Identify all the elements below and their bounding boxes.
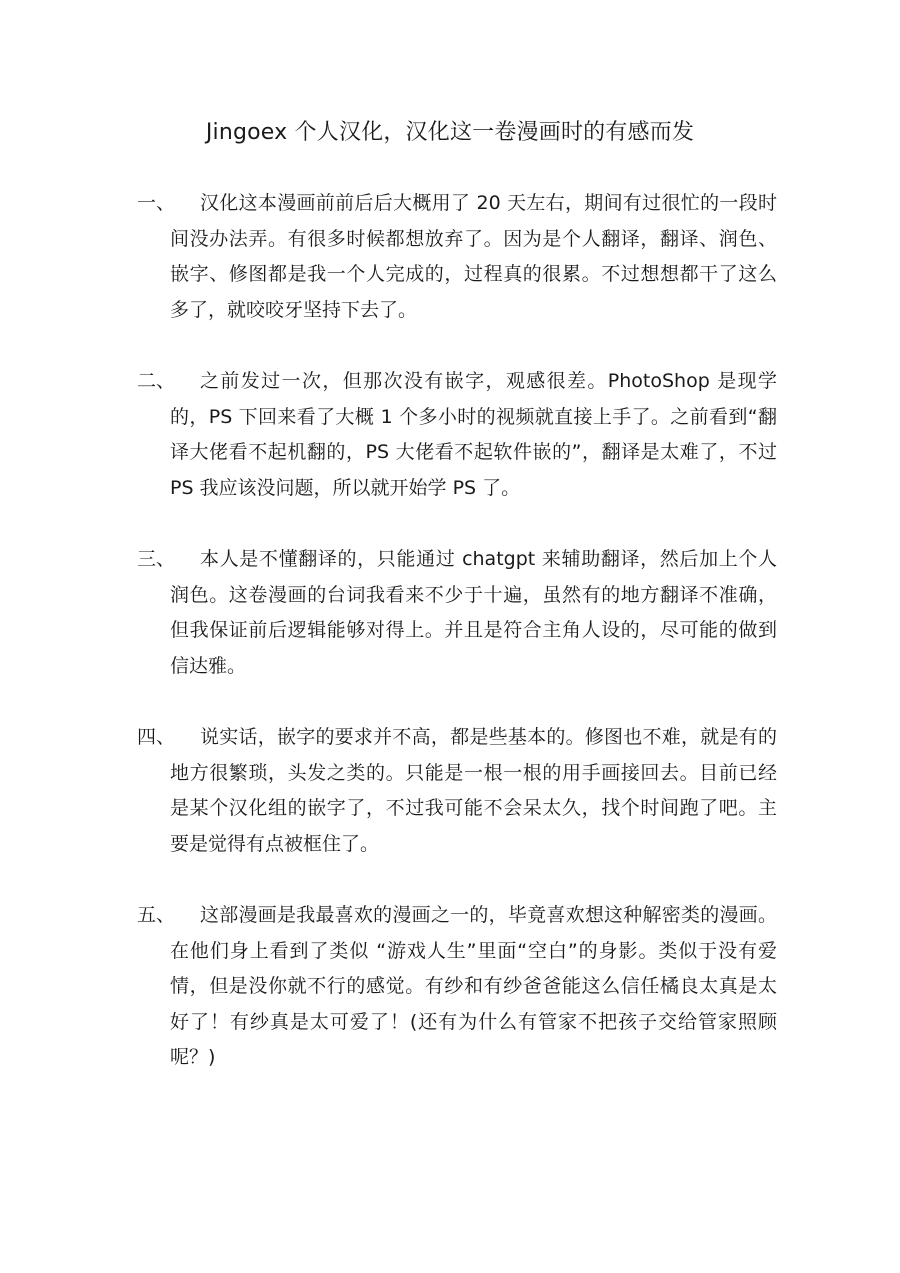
section-number: 二、 [137,370,176,392]
section-2 [137,364,777,506]
section-number: 五、 [137,904,176,926]
section-text: 说实话，嵌字的要求并不高，都是些基本的。修图也不难，就是有的地方很繁琐，头发之类的。只能是一根一根的用手画接回去。目前已经是某个汉化组的嵌字了，不过我可能不会呆太久，找个时间跑了吧。主要是觉得有点被框住了。 [170,726,777,855]
document-title: Jingoex 个人汉化，汉化这一卷漫画时的有感而发 [205,120,695,145]
section-3 [137,542,777,684]
section-number: 一、 [137,192,176,214]
section-4 [137,720,777,862]
section-5 [137,898,777,1076]
section-number: 三、 [137,548,176,570]
section-number: 四、 [137,726,176,748]
section-text: 本人是不懂翻译的，只能通过 chatgpt 来辅助翻译，然后加上个人润色。这卷漫画的台词我看来不少于十遍，虽然有的地方翻译不准确，但我保证前后逻辑能够对得上。并且是符合主角人设的，尽可能的做到信达雅。 [170,548,777,677]
section-text: 汉化这本漫画前前后后大概用了 20 天左右，期间有过很忙的一段时间没办法弄。有很多时候都想放弃了。因为是个人翻译，翻译、润色、嵌字、修图都是我一个人完成的，过程真的很累。不过想想都干了这么多了，就咬咬牙坚持下去了。 [170,192,777,321]
section-1 [137,186,777,328]
document-body [137,186,777,1112]
section-text: 之前发过一次，但那次没有嵌字，观感很差。PhotoShop 是现学的，PS 下回来看了大概 1 个多小时的视频就直接上手了。之前看到“翻译大佬看不起机翻的，PS 大佬看不起软件嵌的”，翻译是太难了，不过 PS 我应该没问题，所以就开始学 PS 了。 [170,370,777,499]
section-text: 这部漫画是我最喜欢的漫画之一的，毕竟喜欢想这种解密类的漫画。在他们身上看到了类似 “游戏人生”里面“空白”的身影。类似于没有爱情，但是没你就不行的感觉。有纱和有纱爸爸能这么信任橘良太真是太好了！有纱真是太可爱了！(还有为什么有管家不把孩子交给管家照顾呢？) [170,904,777,1068]
